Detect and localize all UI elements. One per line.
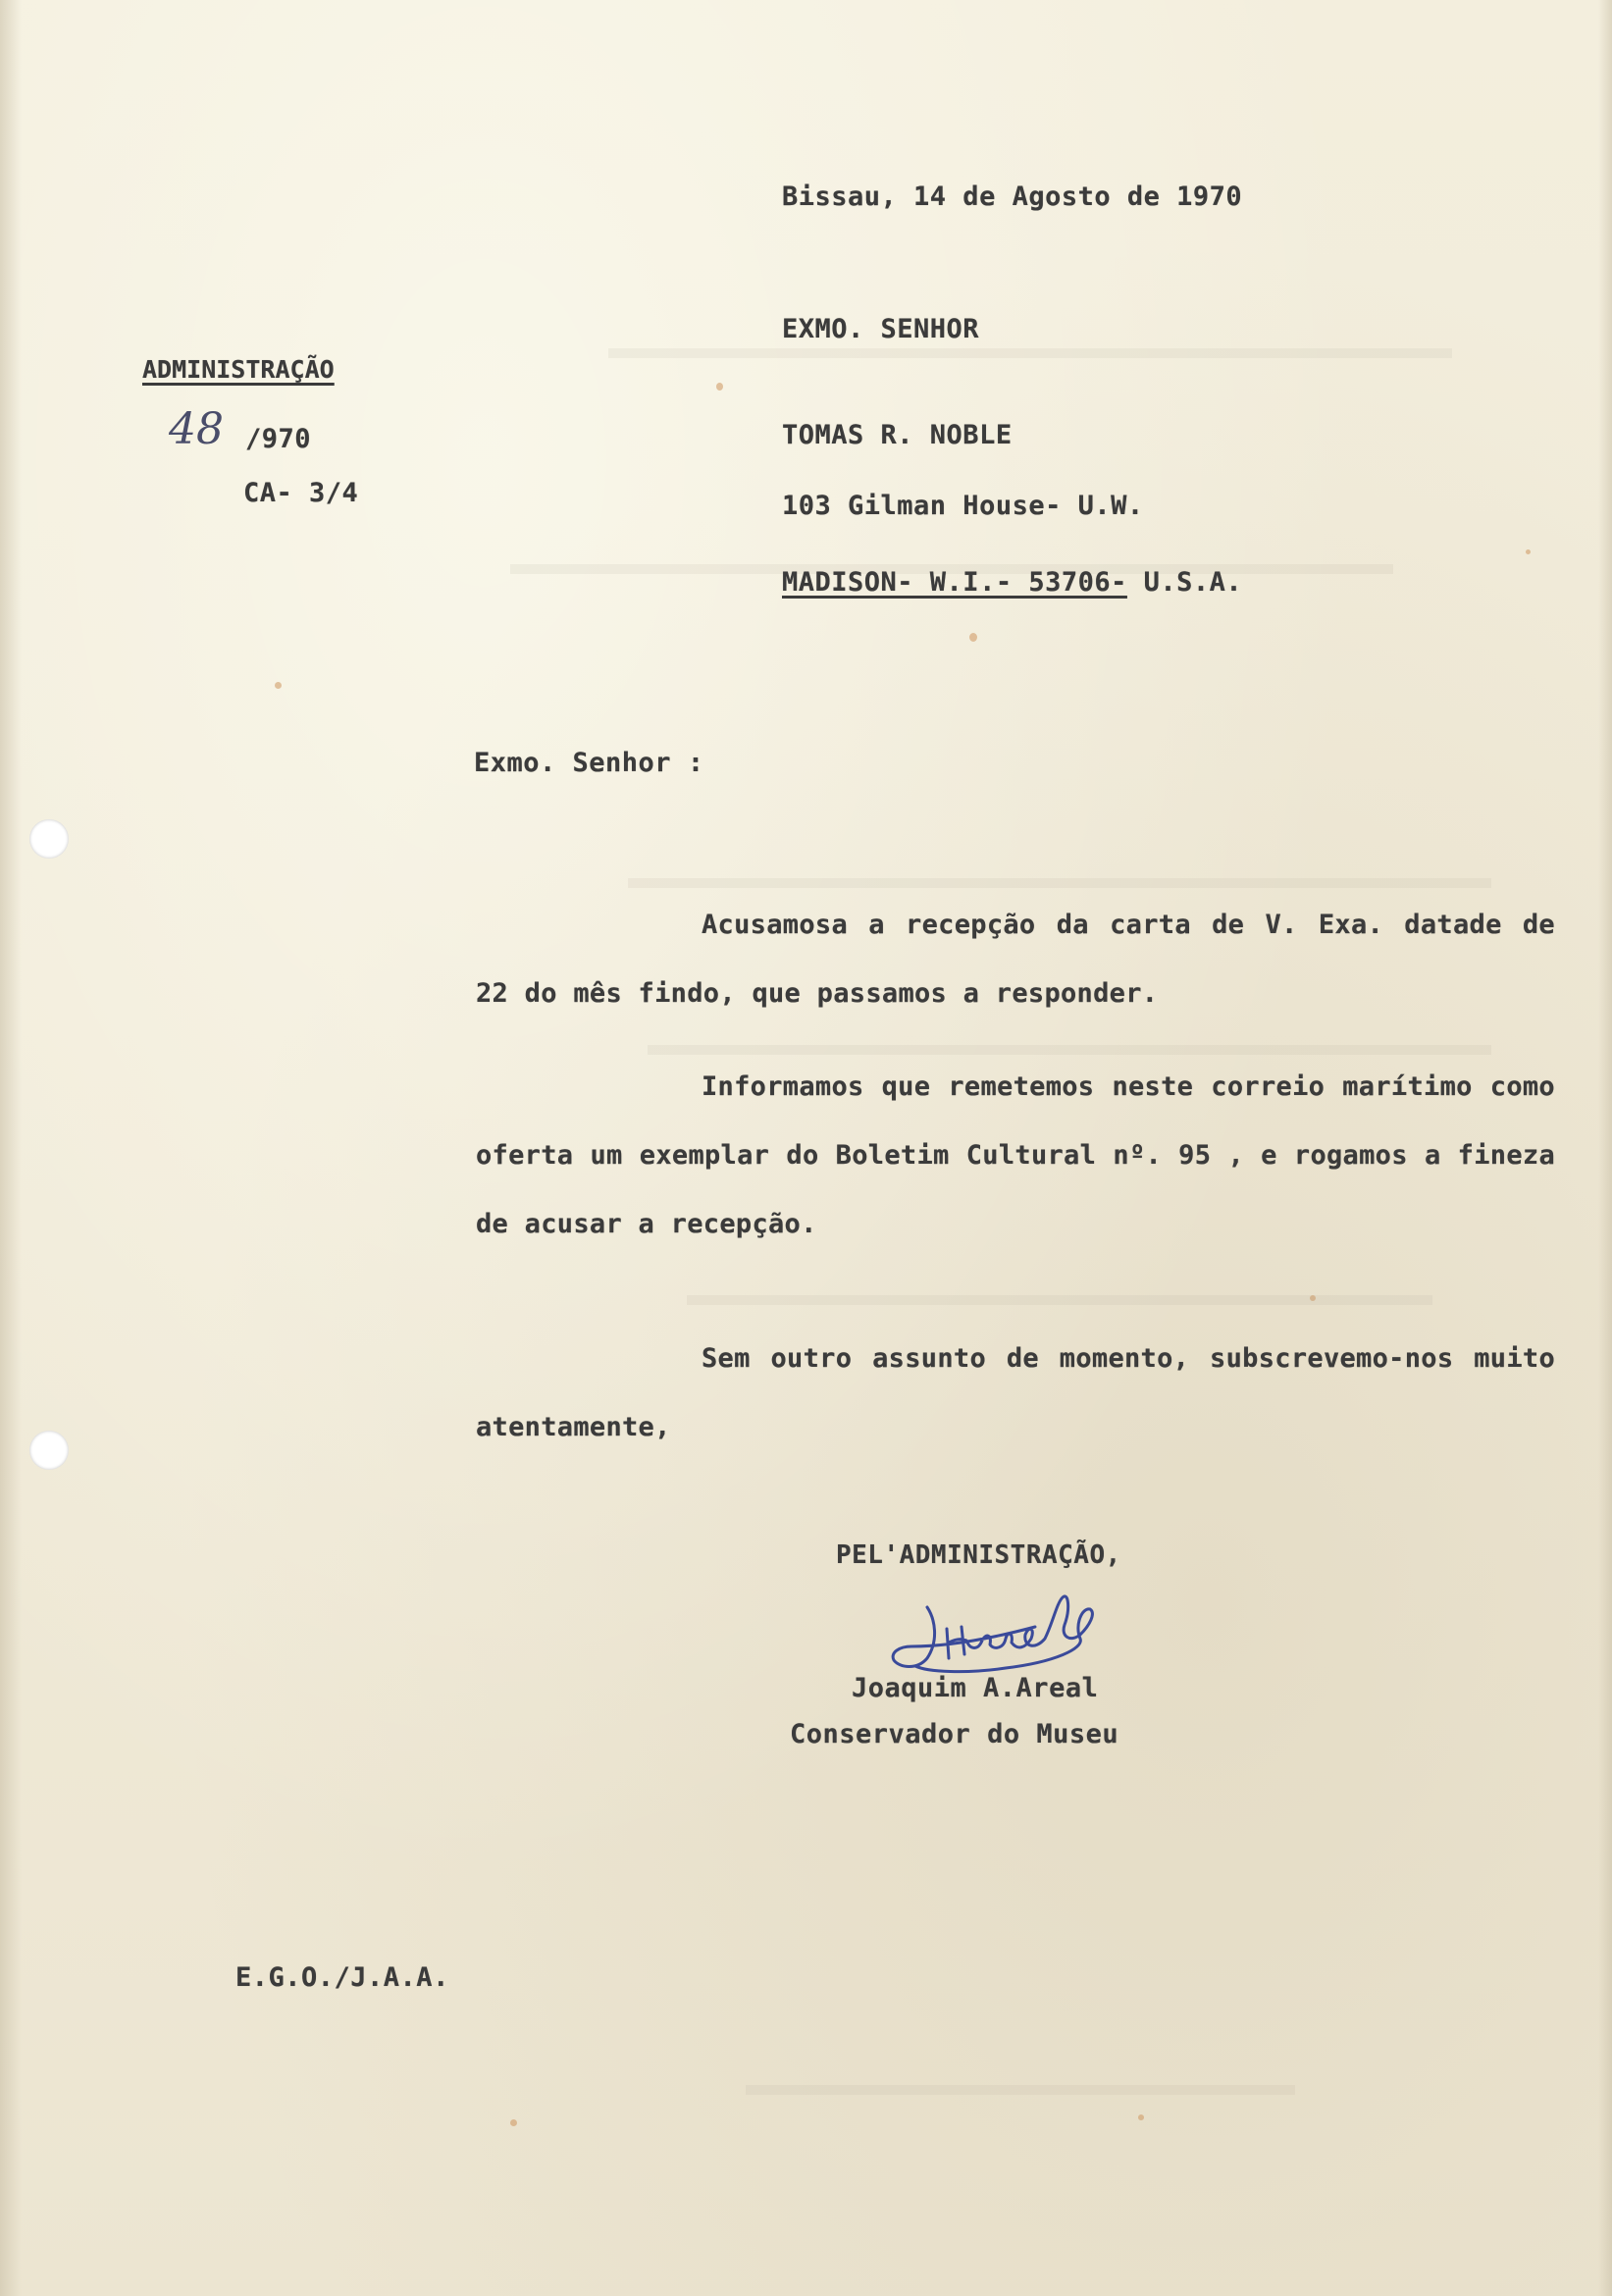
salutation-top: EXMO. SENHOR	[782, 314, 980, 344]
signature-stroke	[893, 1596, 1092, 1672]
handwritten-signature	[888, 1590, 1143, 1683]
department-stamp: ADMINISTRAÇÃO	[142, 355, 335, 384]
foxing-spot	[275, 682, 282, 689]
typist-initials: E.G.O./J.A.A.	[235, 1962, 449, 1993]
recipient-country: U.S.A.	[1143, 567, 1243, 598]
show-through-text	[687, 1295, 1432, 1305]
reference-code: CA- 3/4	[243, 478, 359, 508]
recipient-address: 103 Gilman House- U.W.	[782, 491, 1144, 521]
handwritten-reference-number: 48	[169, 404, 224, 454]
foxing-spot	[969, 633, 977, 642]
foxing-spot	[1138, 2114, 1144, 2120]
place-date: Bissau, 14 de Agosto de 1970	[782, 182, 1243, 212]
recipient-city-line: MADISON- W.I.- 53706-	[782, 567, 1127, 598]
foxing-spot	[1526, 549, 1531, 554]
signature-on-behalf: PEL'ADMINISTRAÇÃO,	[836, 1540, 1121, 1570]
foxing-spot	[510, 2119, 517, 2126]
signatory-name: Joaquim A.Areal	[852, 1673, 1099, 1703]
show-through-text	[608, 348, 1452, 358]
recipient-city	[782, 567, 1242, 598]
show-through-text	[746, 2085, 1295, 2095]
show-through-text	[628, 878, 1491, 888]
reference-year: /970	[245, 424, 312, 454]
punch-hole-lower	[29, 1431, 69, 1470]
signatory-title: Conservador do Museu	[790, 1719, 1119, 1749]
paper-edge-shadow	[1598, 0, 1612, 2296]
letter-greeting: Exmo. Senhor :	[474, 748, 704, 778]
recipient-name: TOMAS R. NOBLE	[782, 420, 1013, 450]
paragraph-closing: Sem outro assunto de momento, subscrevemo-nos muito atentamente,	[476, 1343, 1555, 1442]
paragraph-shipment: Informamos que remetemos neste correio marítimo como oferta um exemplar do Boletim Cultural nº. 95 , e rogamos a fineza de acusar a recepção.	[476, 1071, 1555, 1239]
paragraph-acknowledgement: Acusamosa a recepção da carta de V. Exa. datade de 22 do mês findo, que passamos a responder.	[476, 910, 1555, 1009]
foxing-spot	[716, 383, 723, 391]
punch-hole-upper	[29, 819, 69, 859]
paper-fold-shadow	[0, 0, 22, 2296]
